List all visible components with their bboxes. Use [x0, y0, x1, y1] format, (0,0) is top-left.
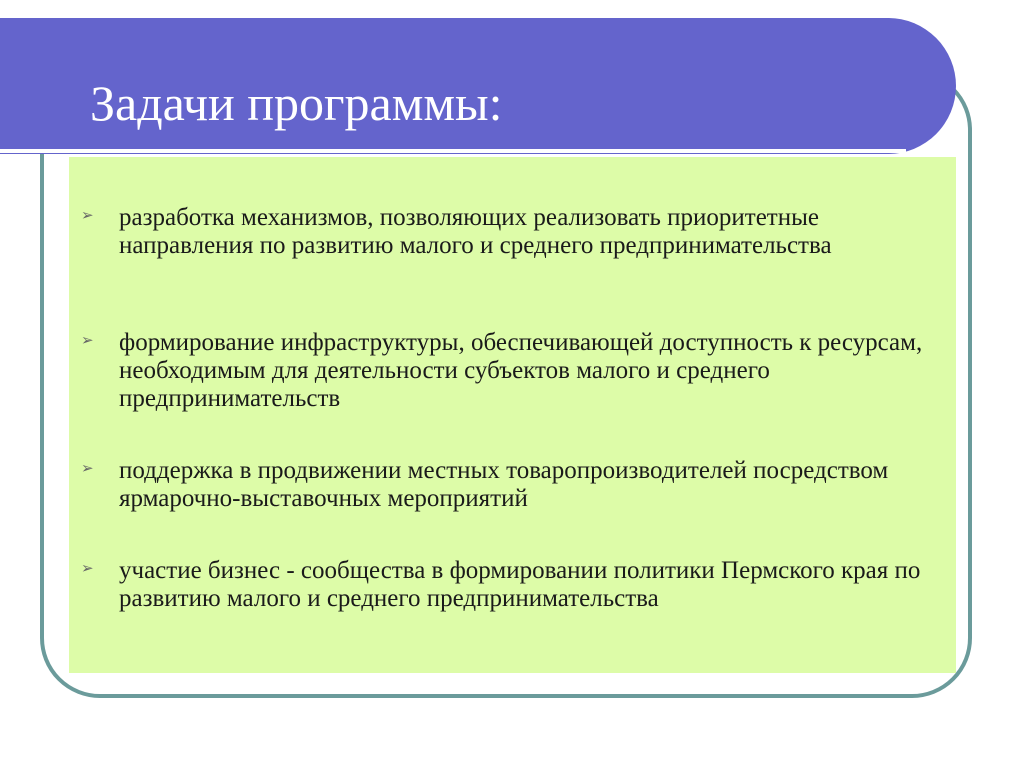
bullet-text: участие бизнес - сообщества в формировании политики Пермского края по развитию малого и среднего предпринимательства: [119, 557, 921, 612]
content-panel: [69, 157, 956, 673]
page-title: Задачи программы:: [90, 75, 503, 131]
chevron-right-icon: ➢: [81, 331, 94, 349]
chevron-right-icon: ➢: [81, 459, 94, 477]
chevron-right-icon: ➢: [81, 559, 94, 577]
title-banner: [0, 18, 956, 154]
chevron-right-icon: ➢: [81, 206, 94, 224]
bullet-text: разработка механизмов, позволяющих реализовать приоритетные направления по развитию малого и среднего предпринимательства: [119, 204, 832, 259]
bullet-text: поддержка в продвижении местных товаропроизводителей посредством ярмарочно-выставочных мероприятий: [119, 457, 889, 512]
bullet-text: формирование инфраструктуры, обеспечивающей доступность к ресурсам, необходимым для деятельности субъектов малого и среднего предпринимательств: [119, 329, 923, 412]
title-underline: [0, 149, 906, 153]
